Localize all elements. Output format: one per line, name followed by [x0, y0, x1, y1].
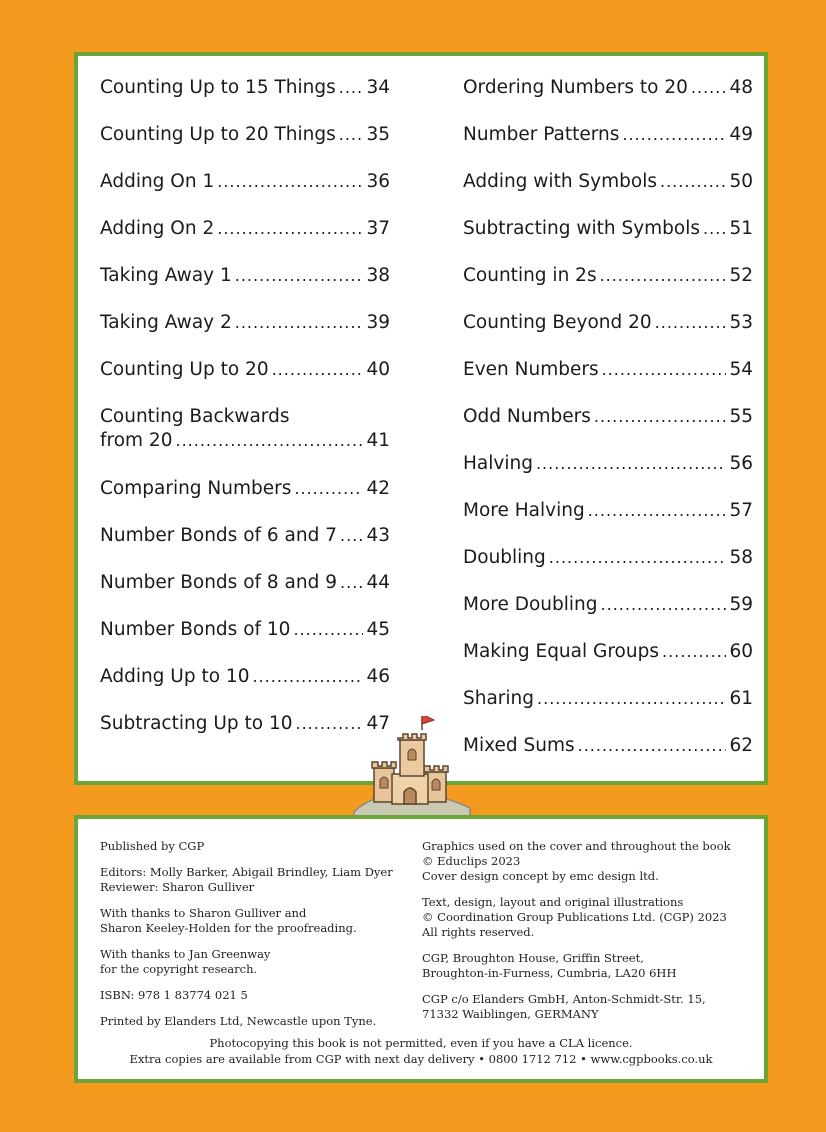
toc-page-number: 57	[729, 500, 753, 521]
info-line: With thanks to Jan Greenway	[100, 947, 271, 961]
toc-entry-title: Doubling	[463, 547, 546, 568]
toc-leader-dots	[622, 123, 726, 147]
info-block	[100, 988, 393, 1003]
toc-entry-title: Adding On 1	[100, 171, 215, 192]
publication-info-left	[100, 839, 393, 1040]
toc-entry	[100, 665, 390, 689]
info-line: 71332 Waiblingen, GERMANY	[422, 1007, 599, 1021]
toc-page-number: 58	[729, 547, 753, 568]
info-line: With thanks to Sharon Gulliver and	[100, 906, 307, 920]
contents-panel	[74, 52, 768, 785]
toc-page-number: 36	[366, 171, 390, 192]
toc-leader-dots	[217, 217, 363, 241]
toc-page-number: 41	[366, 430, 390, 451]
toc-entry-title: Counting Up to 20	[100, 359, 269, 380]
toc-entry-title: Sharing	[463, 688, 535, 709]
info-line: Broughton-in-Furness, Cumbria, LA20 6HH	[422, 966, 677, 980]
info-block	[100, 906, 393, 936]
toc-entry	[100, 217, 390, 241]
toc-entry	[463, 217, 753, 241]
toc-entry-title-line1: Counting Backwards	[100, 406, 290, 427]
toc-entry	[463, 123, 753, 147]
info-line: Printed by Elanders Ltd, Newcastle upon Tyne.	[100, 1014, 377, 1028]
toc-page-number: 50	[729, 171, 753, 192]
toc-entry-title: Taking Away 1	[100, 265, 232, 286]
toc-page-number: 44	[366, 572, 390, 593]
toc-entry	[100, 264, 390, 288]
info-line: CGP, Broughton House, Griffin Street,	[422, 951, 644, 965]
toc-entry-title: Counting Up to 15 Things	[100, 77, 336, 98]
info-line: Cover design concept by emc design ltd.	[422, 869, 659, 883]
toc-entry-title: Number Patterns	[463, 124, 620, 145]
toc-entry-title: Counting Up to 20 Things	[100, 124, 336, 145]
toc-leader-dots	[588, 499, 727, 523]
toc-entry-title: Halving	[463, 453, 533, 474]
info-block	[422, 839, 731, 884]
toc-entry	[463, 264, 753, 288]
toc-page-number: 42	[366, 478, 390, 499]
toc-entry-title: Number Bonds of 10	[100, 619, 291, 640]
toc-entry-title: Subtracting with Symbols	[463, 218, 701, 239]
toc-page-number: 55	[729, 406, 753, 427]
toc-page-number: 40	[366, 359, 390, 380]
toc-entry	[463, 687, 753, 711]
toc-leader-dots	[600, 264, 727, 288]
toc-entry-title: Mixed Sums	[463, 735, 575, 756]
toc-entry-title: Number Bonds of 8 and 9	[100, 572, 338, 593]
toc-entry-title: Adding with Symbols	[463, 171, 657, 192]
info-block	[100, 947, 393, 977]
toc-leader-dots	[536, 452, 727, 476]
info-block	[422, 951, 731, 981]
toc-entry	[463, 358, 753, 382]
toc-leader-dots	[549, 546, 727, 570]
toc-leader-dots	[703, 217, 726, 241]
toc-page-number: 38	[366, 265, 390, 286]
toc-leader-dots	[660, 170, 726, 194]
toc-leader-dots	[294, 477, 363, 501]
info-line: Editors: Molly Barker, Abigail Brindley, Liam Dyer	[100, 865, 393, 879]
toc-leader-dots	[601, 593, 727, 617]
toc-leader-dots	[691, 76, 727, 100]
toc-entry-title: Making Equal Groups	[463, 641, 659, 662]
toc-page-number: 46	[366, 666, 390, 687]
toc-entry	[463, 734, 753, 758]
photocopy-notice: Photocopying this book is not permitted, even if you have a CLA licence.	[209, 1036, 633, 1050]
toc-page-number: 39	[366, 312, 390, 333]
toc-entry-title: Taking Away 2	[100, 312, 232, 333]
info-block	[422, 895, 731, 940]
toc-page-number: 48	[729, 77, 753, 98]
toc-page-number: 51	[729, 218, 753, 239]
info-line: © Coordination Group Publications Ltd. (CGP) 2023	[422, 910, 727, 924]
toc-entry	[100, 358, 390, 382]
toc-leader-dots	[217, 170, 363, 194]
toc-leader-dots	[339, 76, 364, 100]
toc-page-number: 49	[729, 124, 753, 145]
toc-leader-dots	[235, 264, 364, 288]
extra-copies-notice: Extra copies are available from CGP with next day delivery • 0800 1712 712 • www.cgpbooks.co.uk	[129, 1052, 713, 1066]
toc-entry-title: Odd Numbers	[463, 406, 591, 427]
toc-entry	[463, 640, 753, 664]
toc-leader-dots	[655, 311, 727, 335]
toc-entry-title: Comparing Numbers	[100, 478, 292, 499]
toc-leader-dots	[594, 405, 727, 429]
toc-page-number: 34	[366, 77, 390, 98]
toc-entry-title: More Halving	[463, 500, 585, 521]
toc-entry-title: Adding Up to 10	[100, 666, 250, 687]
toc-page-number: 60	[729, 641, 753, 662]
info-block	[100, 839, 393, 854]
toc-leader-dots	[602, 358, 727, 382]
toc-page-number: 47	[366, 713, 390, 734]
toc-entry	[463, 170, 753, 194]
toc-entry	[100, 712, 390, 736]
info-line: All rights reserved.	[422, 925, 535, 939]
toc-page-number: 61	[729, 688, 753, 709]
toc-entry	[100, 524, 390, 548]
toc-entry	[100, 405, 390, 453]
publication-info-panel	[74, 815, 768, 1083]
info-line: Text, design, layout and original illustrations	[422, 895, 684, 909]
sandcastle-icon	[352, 716, 472, 816]
toc-leader-dots	[537, 687, 726, 711]
info-line: Reviewer: Sharon Gulliver	[100, 880, 255, 894]
info-line: for the copyright research.	[100, 962, 258, 976]
toc-entry-title: Subtracting Up to 10	[100, 713, 293, 734]
info-line: ISBN: 978 1 83774 021 5	[100, 988, 248, 1002]
toc-entry	[100, 571, 390, 595]
toc-entry	[463, 76, 753, 100]
toc-entry-title: Counting in 2s	[463, 265, 597, 286]
toc-entry	[100, 76, 390, 100]
toc-entry	[463, 593, 753, 617]
info-line: Published by CGP	[100, 839, 205, 853]
info-block	[422, 992, 731, 1022]
toc-entry-title: from 20	[100, 430, 173, 451]
toc-entry	[463, 499, 753, 523]
toc-entry-title: Number Bonds of 6 and 7	[100, 525, 338, 546]
toc-page-number: 54	[729, 359, 753, 380]
toc-entry-title: Ordering Numbers to 20	[463, 77, 688, 98]
toc-leader-dots	[662, 640, 726, 664]
toc-leader-dots	[252, 665, 363, 689]
info-block	[100, 865, 393, 895]
copyright-footer	[78, 1035, 764, 1067]
toc-entry-title: Adding On 2	[100, 218, 215, 239]
info-line: Graphics used on the cover and throughout the book	[422, 839, 731, 853]
info-line: Sharon Keeley-Holden for the proofreading.	[100, 921, 357, 935]
toc-page-number: 53	[729, 312, 753, 333]
toc-entry	[100, 618, 390, 642]
toc-page-number: 35	[366, 124, 390, 145]
toc-leader-dots	[578, 734, 727, 758]
toc-entry	[463, 311, 753, 335]
toc-entry-title: Even Numbers	[463, 359, 599, 380]
toc-entry	[100, 170, 390, 194]
toc-leader-dots	[340, 571, 363, 595]
toc-entry	[463, 452, 753, 476]
toc-entry	[100, 123, 390, 147]
info-block	[100, 1014, 393, 1029]
toc-leader-dots	[272, 358, 364, 382]
toc-page-number: 45	[366, 619, 390, 640]
toc-page-number: 43	[366, 525, 390, 546]
info-line: CGP c/o Elanders GmbH, Anton-Schmidt-Str. 15,	[422, 992, 706, 1006]
toc-leader-dots	[235, 311, 364, 335]
toc-entry-title: More Doubling	[463, 594, 598, 615]
toc-page-number: 52	[729, 265, 753, 286]
toc-entry	[463, 546, 753, 570]
toc-entry-title: Counting Beyond 20	[463, 312, 652, 333]
toc-page-number: 37	[366, 218, 390, 239]
info-line: © Educlips 2023	[422, 854, 521, 868]
toc-leader-dots	[175, 429, 363, 453]
toc-page-number: 59	[729, 594, 753, 615]
toc-entry	[100, 311, 390, 335]
toc-entry	[463, 405, 753, 429]
toc-leader-dots	[340, 524, 363, 548]
publication-info-right	[422, 839, 731, 1033]
toc-leader-dots	[339, 123, 364, 147]
toc-page-number: 62	[729, 735, 753, 756]
toc-entry	[100, 477, 390, 501]
toc-page-number: 56	[729, 453, 753, 474]
toc-leader-dots	[293, 618, 363, 642]
